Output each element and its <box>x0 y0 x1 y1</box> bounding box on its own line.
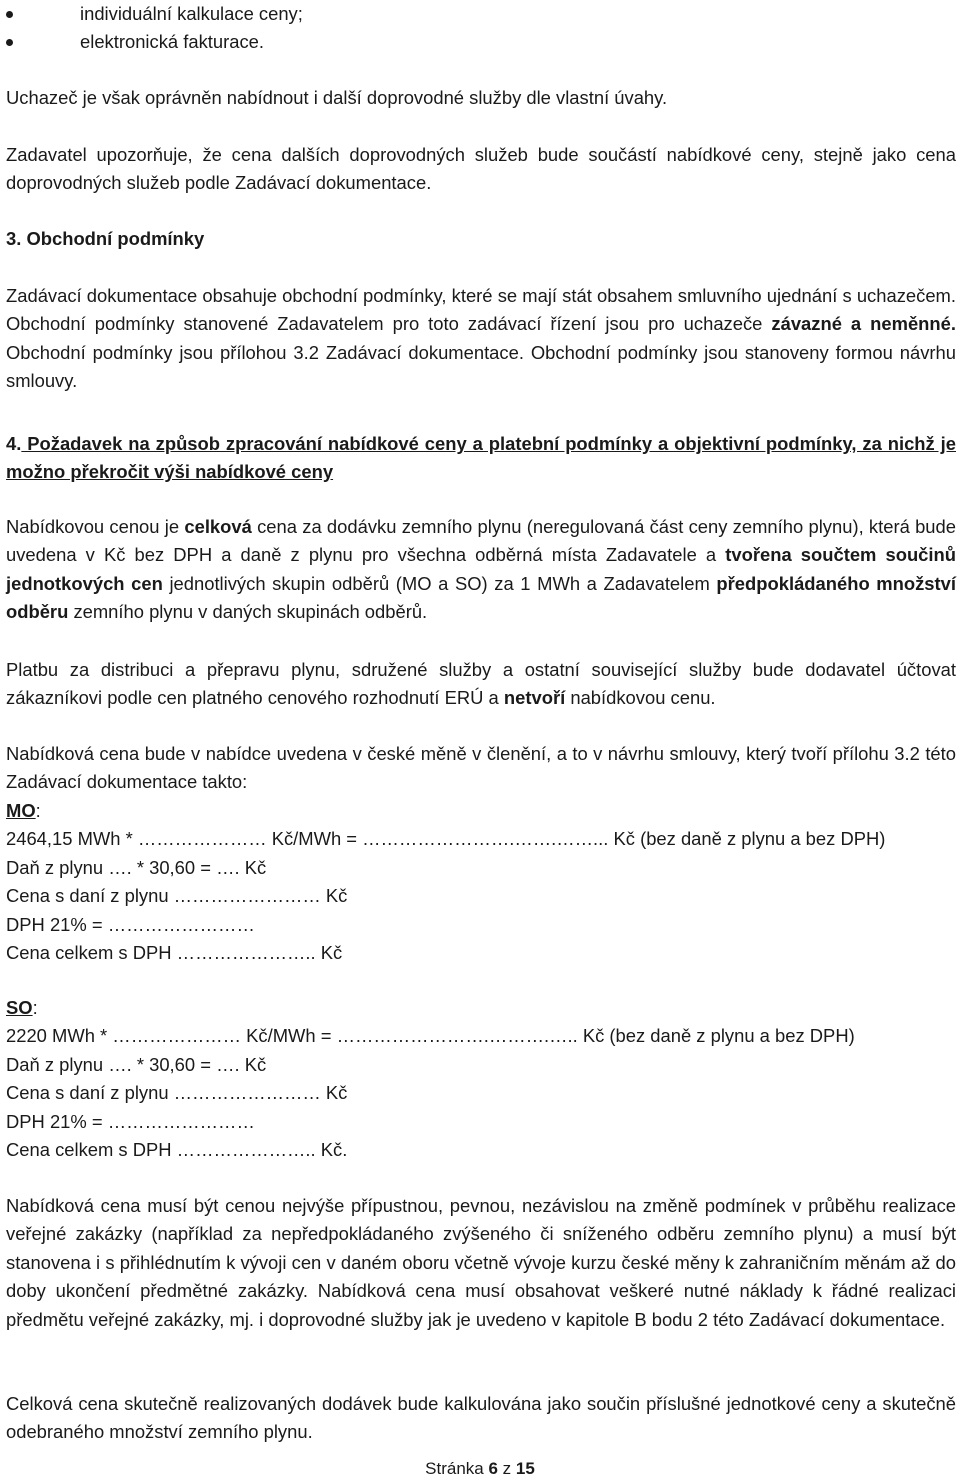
bullet-item: elektronická fakturace. <box>6 28 956 56</box>
paragraph-zadavatel: Zadavatel upozorňuje, že cena dalších doprovodných služeb bude součástí nabídkové ceny, stejně jako cena doprovodných služeb podle Zadávací dokumentace. <box>6 144 956 194</box>
mo-line: Cena s daní z plynu …………………… Kč <box>6 885 348 907</box>
mo-price-block <box>6 797 956 967</box>
mo-line: Cena celkem s DPH ………………….. Kč <box>6 942 343 964</box>
so-line: Cena celkem s DPH ………………….. Kč. <box>6 1139 348 1161</box>
section-4-paragraph-currency: Nabídková cena bude v nabídce uvedena v české měně v členění, a to v návrhu smlouvy, který tvoří přílohu 3.2 této Zadávací dokumentace takto: <box>6 743 956 793</box>
mo-label: MO: <box>6 800 41 821</box>
so-line: DPH 21% = …………………… <box>6 1110 255 1132</box>
so-line: Daň z plynu …. * 30,60 = …. Kč <box>6 1053 267 1075</box>
bullet-icon <box>6 39 13 46</box>
section-3-paragraph: Zadávací dokumentace obsahuje obchodní podmínky, které se mají stát obsahem smluvního ujednání s uchazečem. Obchodní podmínky stanovené Zadavatelem pro toto zadávací řízení jsou pro uchazeče závazné a neměnné. Obchodní podmínky jsou přílohou 3.2 Zadávací dokumentace. Obchodní podmínky jsou stanoveny formou návrhu smlouvy. <box>6 285 956 392</box>
section-3-heading: 3. Obchodní podmínky <box>6 228 205 249</box>
mo-line: DPH 21% = …………………… <box>6 913 255 935</box>
mo-line: 2464,15 MWh * ………………… Kč/MWh = …………………….…….……... Kč (bez daně z plynu a bez DPH) <box>6 828 886 850</box>
section-4-paragraph-fixed-price: Nabídková cena musí být cenou nejvýše přípustnou, pevnou, nezávislou na změně podmínek v průběhu realizace veřejné zakázky (například za nepředpokládaného zvýšeného či sníženého odběru zemního plynu) a musí být stanovena i s přihlédnutím k vývoji cen v daném oboru včetně vývoje kurzu české měny k zahraničním měnám až do doby ukončení předmětné zakázky. Nabídková cena musí obsahovat veškeré nutné náklady k řádné realizaci předmětu veřejné zakázky, mj. i doprovodné služby jak je uvedeno v kapitole B bodu 2 této Zadávací dokumentace. <box>6 1195 956 1330</box>
so-price-block <box>6 994 956 1164</box>
so-label: SO: <box>6 997 38 1018</box>
page-number: 6 <box>488 1459 498 1478</box>
bullet-icon <box>6 11 13 18</box>
so-line: 2220 MWh * ………………… Kč/MWh = …………………….……….….. Kč (bez daně z plynu a bez DPH) <box>6 1025 855 1047</box>
mo-line: Daň z plynu …. * 30,60 = …. Kč <box>6 856 267 878</box>
section-4-paragraph-price: Nabídkovou cenou je celková cena za dodávku zemního plynu (neregulovaná část ceny zemního plynu), která bude uvedena v Kč bez DPH a daně z plynu pro všechna odběrná místa Zadavatele a tvořena součtem součinů jednotkových cen jednotlivých skupin odběrů (MO a SO) za 1 MWh a Zadavatelem předpokládaného množství odběru zemního plynu v daných skupinách odběrů. <box>6 516 956 623</box>
section-4-paragraph-total: Celková cena skutečně realizovaných dodávek bude kalkulována jako součin příslušné jednotkové ceny a skutečně odebraného množství zemního plynu. <box>6 1393 956 1443</box>
page-total: 15 <box>515 1459 535 1478</box>
section-4-paragraph-distribution: Platbu za distribuci a přepravu plynu, sdružené služby a ostatní související služby bude dodavatel účtovat zákazníkovi podle cen platného cenového rozhodnutí ERÚ a netvoří nabídkovou cenu. <box>6 659 956 709</box>
bullet-item: individuální kalkulace ceny; <box>6 0 956 28</box>
paragraph-uchazec: Uchazeč je však oprávněn nabídnout i další doprovodné služby dle vlastní úvahy. <box>6 87 668 108</box>
bullet-list <box>6 0 956 56</box>
section-4-heading: 4. Požadavek na způsob zpracování nabídkové ceny a platební podmínky a objektivní podmínky, za nichž je možno překročit výši nabídkové ceny <box>6 433 956 483</box>
page-footer: Stránka 6 z 15 <box>425 1459 535 1478</box>
so-line: Cena s daní z plynu …………………… Kč <box>6 1082 348 1104</box>
